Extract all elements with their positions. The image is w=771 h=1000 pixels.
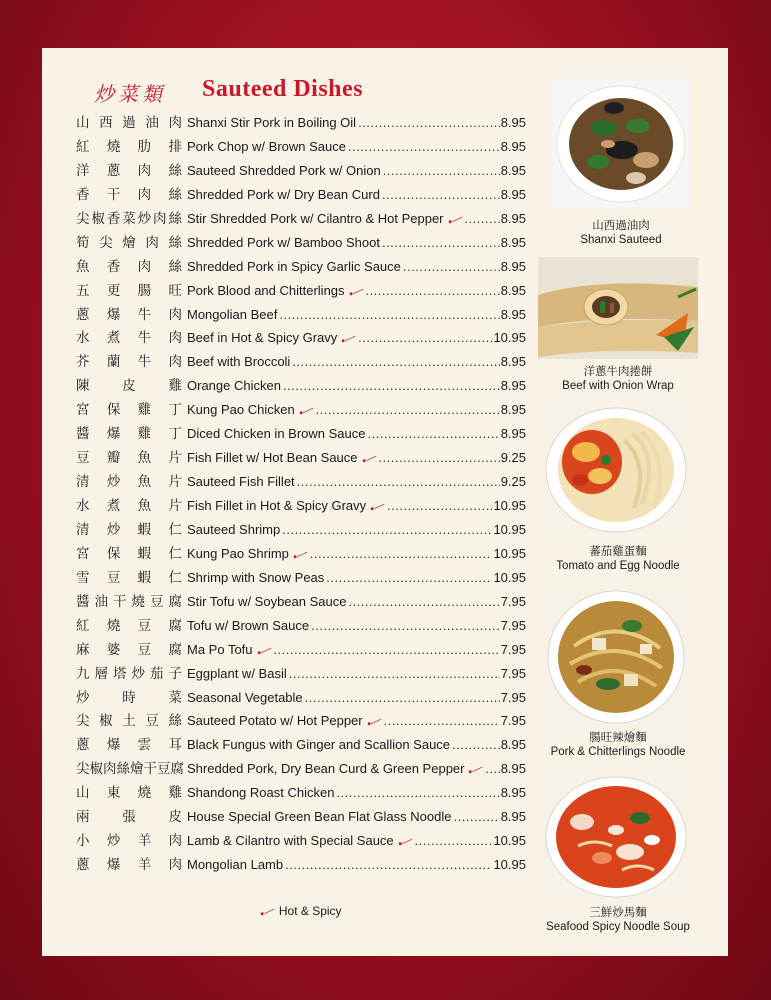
- menu-item-price: 8.95: [500, 186, 526, 202]
- menu-item: [76, 614, 526, 638]
- menu-item: [76, 159, 526, 183]
- menu-item-detail: [187, 686, 526, 710]
- menu-item: [76, 135, 526, 159]
- chili-pepper-icon: •―: [359, 450, 379, 468]
- menu-item-detail: [187, 590, 526, 614]
- menu-item-price: 8.95: [500, 258, 526, 274]
- menu-item-price: 8.95: [500, 761, 526, 777]
- dot-leader: [297, 470, 500, 494]
- menu-item-name: Shandong Roast Chicken: [187, 785, 335, 801]
- menu-item-name: Tofu w/ Brown Sauce: [187, 617, 310, 633]
- dot-leader: [326, 566, 492, 590]
- menu-item-price: 8.95: [500, 426, 526, 442]
- dot-leader: [358, 326, 492, 350]
- menu-item-detail: [187, 422, 526, 446]
- menu-item-price: 8.95: [500, 138, 526, 154]
- menu-item: [76, 111, 526, 135]
- dot-leader: [378, 446, 499, 470]
- menu-item: [76, 566, 526, 590]
- menu-item-chinese-name: 水 煮 魚 片: [76, 498, 182, 514]
- menu-item: [76, 733, 526, 757]
- menu-item-price: 9.25: [500, 450, 526, 466]
- menu-item-name: Ma Po Tofu: [187, 641, 253, 657]
- photo-caption: [538, 364, 698, 394]
- menu-item-detail: [187, 303, 526, 327]
- menu-item-name: Beef with Broccoli: [187, 354, 291, 370]
- menu-item: [76, 494, 526, 518]
- menu-item: [76, 374, 526, 398]
- menu-item-detail: [187, 207, 526, 232]
- menu-item-detail: [187, 279, 526, 304]
- menu-item-name: Orange Chicken: [187, 378, 281, 394]
- photo-caption-chinese: 三鮮炒馬麵: [589, 905, 647, 919]
- photo-caption: [538, 730, 698, 760]
- menu-item-chinese-name: 豆 瓣 魚 片: [76, 450, 182, 467]
- menu-item-name: Kung Pao Chicken: [187, 402, 295, 418]
- noodle-bowl-icon: [544, 586, 688, 728]
- dot-leader: [403, 255, 500, 279]
- menu-item-price: 8.95: [500, 162, 526, 178]
- chili-pepper-icon: •―: [339, 330, 358, 349]
- menu-item-price: 8.95: [500, 785, 526, 801]
- menu-item: [76, 638, 526, 662]
- menu-item-name: Shredded Pork, Dry Bean Curd & Green Pepper: [187, 761, 465, 777]
- dot-leader: [415, 829, 493, 853]
- menu-item-chinese-name: 清 炒 蝦 仁: [76, 521, 182, 538]
- chili-pepper-icon: •―: [254, 642, 274, 660]
- dot-leader: [316, 398, 500, 422]
- dot-leader: [464, 207, 499, 231]
- stir-fry-plate-icon: [552, 78, 690, 208]
- menu-item-detail: [187, 135, 526, 159]
- menu-item-detail: [187, 614, 526, 638]
- menu-item-detail: [187, 781, 526, 805]
- menu-item-name: Shredded Pork w/ Bamboo Shoot: [187, 234, 380, 250]
- photo-caption-chinese: 腸旺辣燴麵: [589, 730, 647, 744]
- menu-item-chinese-name: 醬 油 干 燒 豆 腐: [76, 593, 182, 610]
- menu-item-price: 8.95: [500, 115, 526, 130]
- menu-item-chinese-name: 九 層 塔 炒 茄 子: [76, 665, 182, 682]
- chili-pepper-icon: •―: [296, 402, 316, 420]
- dot-leader: [453, 805, 499, 829]
- menu-item-detail: [187, 231, 526, 255]
- menu-item-chinese-name: 山 東 燒 雞: [76, 785, 182, 802]
- chili-pepper-icon: •―: [364, 713, 384, 732]
- chili-pepper-icon: •―: [346, 282, 366, 301]
- menu-item-name: Black Fungus with Ginger and Scallion Sauce: [187, 737, 451, 753]
- menu-item-chinese-name: 蔥 爆 牛 肉: [76, 306, 182, 323]
- menu-item-name: Pork Blood and Chitterlings: [187, 282, 345, 298]
- menu-item-name: Shrimp with Snow Peas: [187, 569, 325, 585]
- menu-item-name: Shredded Pork w/ Dry Bean Curd: [187, 186, 380, 202]
- menu-item-detail: [187, 638, 526, 663]
- menu-item: [76, 542, 526, 566]
- menu-item: [76, 398, 526, 422]
- menu-item-detail: [187, 470, 526, 494]
- photo-caption: [542, 218, 700, 248]
- menu-item-name: House Special Green Bean Flat Glass Noodle: [187, 809, 452, 825]
- menu-item-detail: [187, 159, 526, 183]
- dot-leader: [279, 303, 499, 327]
- dot-leader: [382, 183, 500, 207]
- menu-item: [76, 470, 526, 494]
- photo-caption-english: Shanxi Sauteed: [580, 234, 662, 246]
- dot-leader: [336, 781, 499, 805]
- menu-item-detail: [187, 374, 526, 398]
- menu-item-price: 8.95: [500, 402, 526, 418]
- photo-caption-chinese: 洋蔥牛肉捲餅: [583, 364, 653, 378]
- dot-leader: [383, 709, 499, 733]
- menu-item: [76, 303, 526, 327]
- menu-item-chinese-name: 小 炒 羊 肉: [76, 833, 182, 850]
- menu-item-price: 8.95: [500, 378, 526, 394]
- menu-item-price: 9.25: [500, 474, 526, 490]
- photo-caption-english: Pork & Chitterlings Noodle: [550, 746, 686, 758]
- menu-item-name: Fish Fillet w/ Hot Bean Sauce: [187, 450, 358, 466]
- photo-caption: [530, 905, 706, 935]
- menu-item: [76, 279, 526, 303]
- dish-photo-shanxi-sauteed: [552, 78, 690, 208]
- menu-item-chinese-name: 尖 椒 土 豆 絲: [76, 713, 182, 730]
- menu-item-chinese-name: 紅 燒 豆 腐: [76, 617, 182, 634]
- dot-leader: [387, 494, 492, 518]
- photo-caption-english: Tomato and Egg Noodle: [556, 560, 680, 572]
- menu-item-name: Beef in Hot & Spicy Gravy: [187, 330, 338, 346]
- dot-leader: [383, 159, 500, 183]
- menu-item: [76, 518, 526, 542]
- menu-item-chinese-name: 雪 豆 蝦 仁: [76, 569, 182, 586]
- menu-item-detail: [187, 326, 526, 351]
- section-title-chinese: 炒菜類: [94, 82, 166, 106]
- dot-leader: [283, 374, 500, 398]
- menu-list: [76, 111, 526, 877]
- menu-item-detail: [187, 853, 526, 877]
- menu-item-price: 8.95: [500, 282, 526, 298]
- menu-item-price: 10.95: [493, 857, 526, 873]
- menu-item-chinese-name: 尖 椒 香 菜 炒 肉 絲: [76, 210, 182, 227]
- dish-photo-tomato-egg-noodle: [542, 404, 690, 534]
- dot-leader: [365, 279, 499, 303]
- menu-item-detail: [187, 446, 526, 471]
- menu-item-price: 10.95: [493, 545, 526, 561]
- menu-item: [76, 590, 526, 614]
- dot-leader: [282, 518, 492, 542]
- menu-item-price: 8.95: [500, 234, 526, 250]
- menu-item-price: 10.95: [493, 330, 526, 346]
- menu-item-name: Sauteed Shrimp: [187, 521, 281, 537]
- dot-leader: [311, 614, 500, 638]
- menu-item-name: Mongolian Beef: [187, 306, 278, 322]
- menu-item-chinese-name: 麻 婆 豆 腐: [76, 641, 182, 658]
- menu-item-chinese-name: 尖 椒 肉 絲 燴 干 豆 腐: [76, 761, 184, 778]
- menu-item-chinese-name: 芥 蘭 牛 肉: [76, 354, 182, 371]
- menu-item-price: 7.95: [500, 689, 526, 705]
- menu-item: [76, 757, 526, 781]
- menu-item: [76, 805, 526, 829]
- menu-item-chinese-name: 香 干 肉 絲: [76, 186, 182, 203]
- photo-caption-chinese: 山西過油肉: [592, 218, 650, 232]
- menu-item-price: 10.95: [493, 833, 526, 849]
- dot-leader: [292, 350, 499, 374]
- menu-item-price: 7.95: [500, 713, 526, 729]
- menu-item-detail: [187, 542, 526, 567]
- menu-item-name: Eggplant w/ Basil: [187, 665, 287, 681]
- menu-item-detail: [187, 757, 526, 782]
- menu-item-price: 8.95: [500, 737, 526, 753]
- photo-caption-english: Beef with Onion Wrap: [562, 380, 674, 392]
- menu-item-chinese-name: 筍 尖 燴 肉 絲: [76, 234, 182, 251]
- menu-item-name: Stir Tofu w/ Soybean Sauce: [187, 593, 347, 609]
- chili-pepper-icon: •―: [291, 546, 310, 564]
- menu-item-price: 7.95: [500, 617, 526, 633]
- menu-item-chinese-name: 蔥 爆 雲 耳: [76, 737, 182, 754]
- photo-caption-chinese: 蕃茄雞蛋麵: [589, 544, 647, 558]
- menu-item-chinese-name: 宮 保 蝦 仁: [76, 545, 182, 562]
- dot-leader: [285, 853, 492, 877]
- menu-item-name: Shanxi Stir Pork in Boiling Oil: [187, 115, 357, 130]
- dot-leader: [367, 422, 499, 446]
- dot-leader: [289, 662, 500, 686]
- menu-item-chinese-name: 紅 燒 肋 排: [76, 138, 182, 155]
- noodle-bowl-icon: [542, 404, 690, 534]
- menu-item-detail: [187, 662, 526, 686]
- menu-item-price: 10.95: [493, 569, 526, 585]
- menu-item: [76, 183, 526, 207]
- menu-item-name: Fish Fillet in Hot & Spicy Gravy: [187, 498, 367, 513]
- chili-pepper-icon: •―: [395, 833, 415, 851]
- menu-item-chinese-name: 蔥 爆 羊 肉: [76, 857, 182, 874]
- dot-leader: [485, 757, 499, 781]
- menu-item-price: 10.95: [493, 521, 526, 537]
- menu-item-price: 10.95: [493, 498, 526, 513]
- menu-item-chinese-name: 醬 爆 雞 丁: [76, 426, 182, 443]
- dot-leader: [348, 135, 500, 159]
- menu-item-detail: [187, 398, 526, 423]
- dot-leader: [305, 686, 500, 710]
- menu-item: [76, 446, 526, 470]
- menu-item-chinese-name: 水 煮 牛 肉: [76, 330, 182, 347]
- menu-item: [76, 350, 526, 374]
- soup-bowl-icon: [542, 774, 690, 900]
- menu-item-detail: [187, 566, 526, 590]
- menu-item-name: Kung Pao Shrimp: [187, 545, 289, 561]
- menu-item-name: Sauteed Shredded Pork w/ Onion: [187, 162, 381, 178]
- menu-item-name: Mongolian Lamb: [187, 857, 284, 873]
- menu-item-name: Shredded Pork in Spicy Garlic Sauce: [187, 258, 401, 274]
- photo-caption: [538, 544, 698, 574]
- menu-item-price: 8.95: [500, 210, 526, 226]
- menu-item-name: Pork Chop w/ Brown Sauce: [187, 138, 346, 154]
- menu-item: [76, 686, 526, 710]
- menu-item-chinese-name: 洋 蔥 肉 絲: [76, 162, 182, 179]
- menu-item-chinese-name: 魚 香 肉 絲: [76, 258, 182, 275]
- menu-item-detail: [187, 183, 526, 207]
- dot-leader: [382, 231, 500, 255]
- menu-item-price: 8.95: [500, 809, 526, 825]
- menu-item-chinese-name: 陳 皮 雞: [76, 378, 182, 395]
- legend-label: Hot & Spicy: [278, 904, 342, 918]
- menu-item-chinese-name: 五 更 腸 旺: [76, 282, 182, 299]
- menu-item: [76, 781, 526, 805]
- menu-item-detail: [187, 829, 526, 854]
- menu-item: [76, 709, 526, 733]
- menu-item: [76, 231, 526, 255]
- photo-caption-english: Seafood Spicy Noodle Soup: [546, 921, 690, 933]
- menu-item-name: Stir Shredded Pork w/ Cilantro & Hot Pepper: [187, 210, 444, 226]
- dot-leader: [358, 111, 500, 135]
- wrap-icon: [538, 257, 698, 359]
- menu-page: [42, 48, 728, 956]
- menu-item-detail: [187, 255, 526, 279]
- menu-item-price: 8.95: [500, 306, 526, 322]
- menu-item-detail: [187, 709, 526, 734]
- chili-pepper-icon: •―: [258, 903, 277, 921]
- menu-item: [76, 326, 526, 350]
- menu-item-detail: [187, 733, 526, 757]
- dish-photo-beef-wrap: [538, 257, 698, 359]
- menu-item-price: 7.95: [500, 641, 526, 657]
- dish-photo-pork-chitterlings-noodle: [544, 586, 688, 728]
- menu-item-name: Diced Chicken in Brown Sauce: [187, 426, 366, 442]
- menu-item-price: 7.95: [500, 665, 526, 681]
- menu-item-name: Seasonal Vegetable: [187, 689, 303, 705]
- menu-item-price: 7.95: [500, 593, 526, 609]
- chili-pepper-icon: •―: [445, 211, 465, 229]
- menu-item-chinese-name: 宮 保 雞 丁: [76, 402, 182, 419]
- dish-photo-seafood-noodle-soup: [542, 774, 690, 900]
- dot-leader: [310, 542, 493, 566]
- menu-item-chinese-name: 炒 時 菜: [76, 689, 182, 706]
- menu-item-chinese-name: 山 西 過 油 肉: [76, 115, 182, 131]
- menu-item-name: Sauteed Fish Fillet: [187, 474, 295, 490]
- dot-leader: [348, 590, 499, 614]
- menu-item-name: Lamb & Cilantro with Special Sauce: [187, 833, 394, 849]
- menu-item-chinese-name: 清 炒 魚 片: [76, 474, 182, 491]
- menu-item: [76, 853, 526, 877]
- dot-leader: [452, 733, 500, 757]
- menu-item-name: Sauteed Potato w/ Hot Pepper: [187, 713, 363, 729]
- section-title: Sauteed Dishes: [202, 76, 364, 102]
- menu-item: [76, 662, 526, 686]
- dot-leader: [273, 638, 499, 662]
- legend: [258, 903, 342, 921]
- chili-pepper-icon: •―: [368, 498, 387, 516]
- menu-item-detail: [187, 805, 526, 829]
- menu-item-detail: [187, 350, 526, 374]
- menu-item: [76, 207, 526, 231]
- menu-item: [76, 829, 526, 853]
- menu-item: [76, 255, 526, 279]
- menu-item-detail: [187, 111, 526, 135]
- chili-pepper-icon: •―: [466, 761, 486, 779]
- menu-item-detail: [187, 518, 526, 542]
- menu-item-chinese-name: 兩 張 皮: [76, 809, 182, 826]
- menu-item-detail: [187, 494, 526, 519]
- menu-item-price: 8.95: [500, 354, 526, 370]
- menu-item: [76, 422, 526, 446]
